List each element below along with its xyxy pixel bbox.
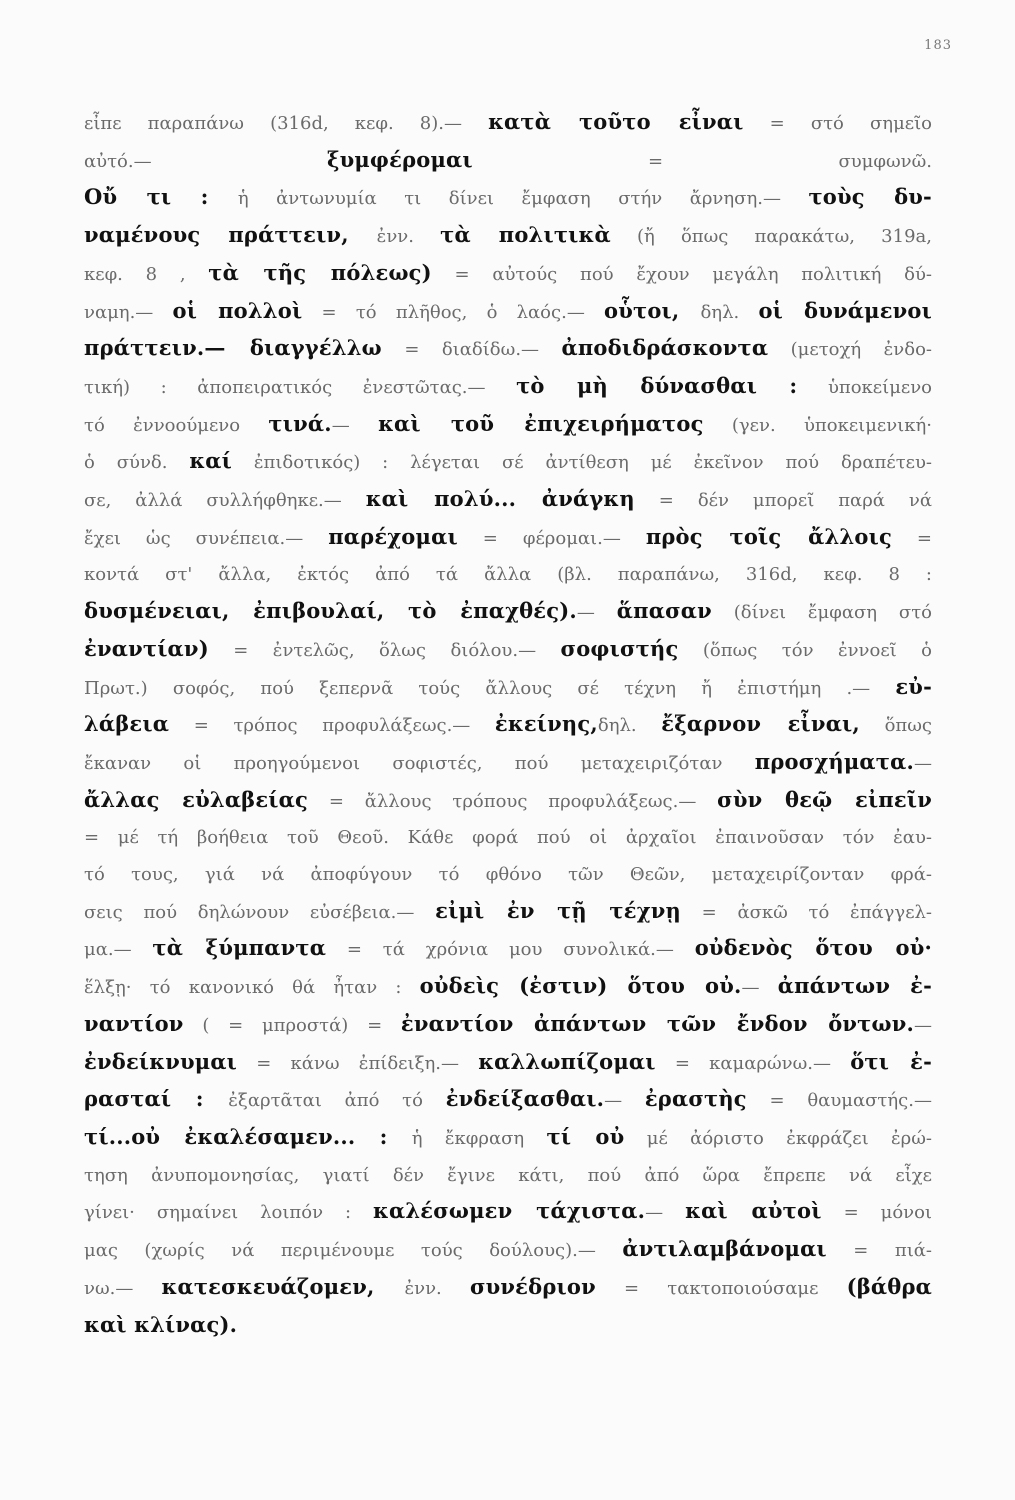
text-line xyxy=(84,1307,932,1344)
text-line xyxy=(84,293,932,331)
gloss-text: (δίνει ἔμφαση στό xyxy=(711,602,932,624)
gloss-text: = ἀσκῶ τό ἐπάγγελ- xyxy=(680,901,933,923)
greek-term: καλέσωμεν τάχιστα. xyxy=(373,1198,646,1224)
greek-term: ἀντιλαμβάνομαι xyxy=(622,1236,827,1262)
gloss-text: κοντά στ' ἄλλα, ἐκτός ἀπό τά ἄλλα (βλ. παραπάνω, 316d, κεφ. 8 : xyxy=(84,564,932,586)
gloss-text: τό τους, γιά νά ἀποφύγουν τό φθόνο τῶν Θεῶν, μεταχειρίζονταν φρά- xyxy=(84,864,932,886)
greek-term: τὰ τῆς πόλεως) xyxy=(208,259,432,285)
gloss-text: δηλ. xyxy=(700,301,759,323)
gloss-text: ἔκαναν οἱ προηγούμενοι σοφιστές, πού μεταχειριζόταν xyxy=(84,752,755,774)
greek-term: καὶ τοῦ ἐπιχειρήματος xyxy=(378,410,704,436)
greek-term: ἄλλας εὐλαβείας xyxy=(84,786,309,812)
greek-term: σὺν θεῷ εἰπεῖν xyxy=(717,786,932,812)
greek-term: τί οὐ xyxy=(546,1123,625,1149)
greek-term: τὰ πολιτικὰ xyxy=(440,222,611,248)
gloss-text: ( = μπροστά) = xyxy=(183,1014,401,1036)
greek-term: ναντίον xyxy=(84,1010,184,1036)
gloss-text: ὁ σύνδ. xyxy=(84,452,190,474)
greek-term: καὶ αὐτοὶ xyxy=(685,1198,822,1224)
gloss-text: δηλ. xyxy=(597,715,662,737)
gloss-text: ἡ ἀντωνυμία τι δίνει ἔμφαση στήν ἄρνηση.— xyxy=(237,188,809,210)
commentary-text xyxy=(84,104,932,1343)
greek-term: ξυμφέρομαι xyxy=(326,146,473,172)
greek-term: οἱ πολλοὶ xyxy=(172,297,303,323)
greek-term: καὶ πολύ... ἀνάγκη xyxy=(365,486,635,512)
gloss-text: ὅπως xyxy=(859,715,932,737)
gloss-text: κεφ. 8 , xyxy=(84,263,209,285)
gloss-text: μα.— xyxy=(84,939,153,961)
gloss-text: μέ ἀόριστο ἐκφράζει ἐρώ- xyxy=(624,1127,933,1149)
greek-term: τοὺς δυ- xyxy=(808,184,932,210)
text-line xyxy=(84,1269,932,1307)
greek-term: πρὸς τοῖς ἄλλοις xyxy=(645,523,892,549)
gloss-text: νω.— xyxy=(84,1277,162,1299)
greek-term: διαγγέλλω xyxy=(249,335,382,361)
text-line xyxy=(84,593,932,631)
text-line xyxy=(84,819,932,856)
greek-term: προσχήματα. xyxy=(754,748,914,774)
greek-term: ἐναντίον ἀπάντων τῶν ἔνδον ὄντων. xyxy=(400,1010,914,1036)
gloss-text: Πρωτ.) σοφός, πού ξεπερνᾶ τούς ἄλλους σέ τέχνη ἤ ἐπιστήμη .— xyxy=(84,677,896,699)
greek-term: καί xyxy=(189,448,232,474)
text-line xyxy=(84,406,932,444)
text-line xyxy=(84,856,932,893)
greek-term: παρέχομαι xyxy=(328,523,458,549)
greek-term: οὐδεὶς (ἐστιν) ὅτου οὐ. xyxy=(419,973,742,999)
gloss-text: τική) : ἀποπειρατικός ἐνεστῶτας.— xyxy=(84,376,517,398)
greek-term: οἱ δυνάμενοι xyxy=(758,297,932,323)
gloss-text: = συμφωνῶ. xyxy=(472,150,933,172)
text-line xyxy=(84,968,932,1006)
greek-term: (βάθρα xyxy=(846,1273,932,1299)
gloss-text: (μετοχή ἐνδο- xyxy=(768,339,932,361)
greek-term: ἐραστὴς xyxy=(644,1086,747,1112)
greek-term: ἅπασαν xyxy=(616,598,712,624)
gloss-text: τό ἐννοούμενο xyxy=(84,414,269,436)
greek-term: ὅτι ἐ- xyxy=(850,1048,933,1074)
gloss-text: = καμαρώνω.— xyxy=(655,1052,851,1074)
gloss-text: ὑποκείμενο xyxy=(797,376,932,398)
text-line xyxy=(84,930,932,968)
gloss-text: ἕλξῃ· τό κανονικό θά ἦταν : xyxy=(84,977,420,999)
greek-term: τὰ ξύμπαντα xyxy=(152,935,327,961)
greek-term: καὶ κλίνας). xyxy=(84,1311,238,1337)
gloss-text: = διαδίδω.— xyxy=(381,339,562,361)
text-line xyxy=(84,631,932,669)
greek-term: πράττειν.— xyxy=(84,335,250,361)
greek-term: κατὰ τοῦτο εἶναι xyxy=(488,109,744,134)
gloss-text: ἔχει ὡς συνέπεια.— xyxy=(84,527,329,549)
text-line xyxy=(84,104,932,142)
gloss-text: σε, ἀλλά συλλήφθηκε.— xyxy=(84,490,366,512)
greek-term: τί...οὐ ἐκαλέσαμεν... : xyxy=(84,1123,412,1149)
gloss-text: — xyxy=(604,1090,645,1112)
text-line xyxy=(84,481,932,519)
gloss-text: = xyxy=(891,527,932,549)
greek-term: ἐκείνης, xyxy=(494,711,598,737)
greek-term: ρασταί : xyxy=(84,1086,229,1112)
greek-term: κατεσκευάζομεν, xyxy=(161,1273,405,1299)
gloss-text: (ἤ ὅπως παρακάτω, 319a, xyxy=(610,226,932,248)
gloss-text: = στό σημεῖο xyxy=(743,113,932,134)
gloss-text: ἐνν. xyxy=(404,1277,470,1299)
text-line xyxy=(84,669,932,707)
greek-term: δυσμένειαι, ἐπιβουλαί, τὸ ἐπαχθές). xyxy=(84,598,577,624)
gloss-text: — xyxy=(645,1202,686,1224)
text-line xyxy=(84,1119,932,1157)
greek-term: οὗτοι, xyxy=(604,297,701,323)
gloss-text: γίνει· σημαίνει λοιπόν : xyxy=(84,1202,374,1224)
text-line xyxy=(84,1081,932,1119)
text-line xyxy=(84,556,932,593)
gloss-text: (ὅπως τόν ἐννοεῖ ὁ xyxy=(678,639,932,661)
gloss-text: — xyxy=(914,752,932,774)
greek-term: ναμένους πράττειν, xyxy=(84,222,377,248)
text-line xyxy=(84,217,932,255)
gloss-text: = τακτοποιούσαμε xyxy=(595,1277,847,1299)
greek-term: Οὔ τι : xyxy=(84,184,238,210)
gloss-text: = μόνοι xyxy=(821,1202,932,1224)
greek-term: ἐνδείκνυμαι xyxy=(84,1048,238,1074)
gloss-text: τηση ἀνυπομονησίας, γιατί δέν ἔγινε κάτι, πού ἀπό ὥρα ἔπρεπε νά εἶχε xyxy=(84,1164,932,1186)
greek-term: ἐναντίαν) xyxy=(84,635,209,661)
gloss-text: σεις πού δηλώνουν εὐσέβεια.— xyxy=(84,901,436,923)
gloss-text: — xyxy=(914,1014,932,1036)
text-line xyxy=(84,1006,932,1044)
page-number: 183 xyxy=(924,38,952,53)
gloss-text: ἐπιδοτικός) : λέγεται σέ ἀντίθεση μέ ἐκεῖνον πού δραπέτευ- xyxy=(232,452,932,474)
greek-term: εἰμὶ ἐν τῇ τέχνῃ xyxy=(435,897,681,923)
gloss-text: ἐξαρτᾶται ἀπό τό xyxy=(228,1090,446,1112)
text-line xyxy=(84,1193,932,1231)
text-line xyxy=(84,1231,932,1269)
gloss-text: = μέ τή βοήθεια τοῦ Θεοῦ. Κάθε φορά πού οἱ ἀρχαῖοι ἐπαινοῦσαν τόν ἐαυ- xyxy=(84,827,932,849)
greek-term: ἀποδιδράσκοντα xyxy=(561,335,769,361)
gloss-text: = φέρομαι.— xyxy=(457,527,646,549)
gloss-text: ἐνν. xyxy=(376,226,441,248)
greek-term: οὐδενὸς ὅτου οὐ· xyxy=(694,935,933,961)
gloss-text: = ἐντελῶς, ὅλως διόλου.— xyxy=(208,639,561,661)
gloss-text: ἡ ἔκφραση xyxy=(411,1127,547,1149)
text-line xyxy=(84,706,932,744)
gloss-text: = αὐτούς πού ἔχουν μεγάλη πολιτική δύ- xyxy=(431,263,932,285)
gloss-text: = πιά- xyxy=(826,1240,933,1262)
gloss-text: μας (χωρίς νά περιμένουμε τούς δούλους).— xyxy=(84,1240,623,1262)
greek-term: εὐ- xyxy=(895,673,932,699)
greek-term: ἐνδείξασθαι. xyxy=(445,1086,605,1112)
text-line xyxy=(84,255,932,293)
gloss-text: — xyxy=(331,414,379,436)
text-line xyxy=(84,782,932,820)
greek-term: λάβεια xyxy=(84,711,170,737)
text-line xyxy=(84,744,932,782)
greek-term: τινά. xyxy=(268,410,332,436)
greek-term: ἔξαρνον εἶναι, xyxy=(661,711,860,737)
greek-term: συνέδριον xyxy=(469,1273,596,1299)
gloss-text: = τά χρόνια μου συνολικά.— xyxy=(326,939,695,961)
gloss-text: — xyxy=(741,977,778,999)
text-line xyxy=(84,1157,932,1194)
gloss-text: = δέν μπορεῖ παρά νά xyxy=(634,490,932,512)
greek-term: καλλωπίζομαι xyxy=(478,1048,656,1074)
text-line xyxy=(84,1044,932,1082)
gloss-text: αὐτό.— xyxy=(84,150,327,172)
text-line xyxy=(84,142,932,180)
gloss-text: ναμη.— xyxy=(84,301,173,323)
greek-term: σοφιστής xyxy=(560,635,679,661)
gloss-text: = τρόπος προφυλάξεως.— xyxy=(169,715,495,737)
gloss-text: = θαυμαστής.— xyxy=(746,1090,932,1112)
gloss-text: = κάνω ἐπίδειξη.— xyxy=(237,1052,479,1074)
text-line xyxy=(84,893,932,931)
greek-term: τὸ μὴ δύνασθαι : xyxy=(516,372,798,398)
text-line xyxy=(84,519,932,557)
gloss-text: = τό πλῆθος, ὁ λαός.— xyxy=(302,301,605,323)
text-line xyxy=(84,330,932,368)
gloss-text: = ἄλλους τρόπους προφυλάξεως.— xyxy=(308,790,718,812)
text-line xyxy=(84,443,932,481)
gloss-text: εἶπε παραπάνω (316d, κεφ. 8).— xyxy=(84,113,489,134)
greek-term: ἀπάντων ἐ- xyxy=(777,973,932,999)
text-line xyxy=(84,179,932,217)
text-line xyxy=(84,368,932,406)
gloss-text: — xyxy=(576,602,617,624)
gloss-text: (γεν. ὑποκειμενική· xyxy=(703,414,932,436)
